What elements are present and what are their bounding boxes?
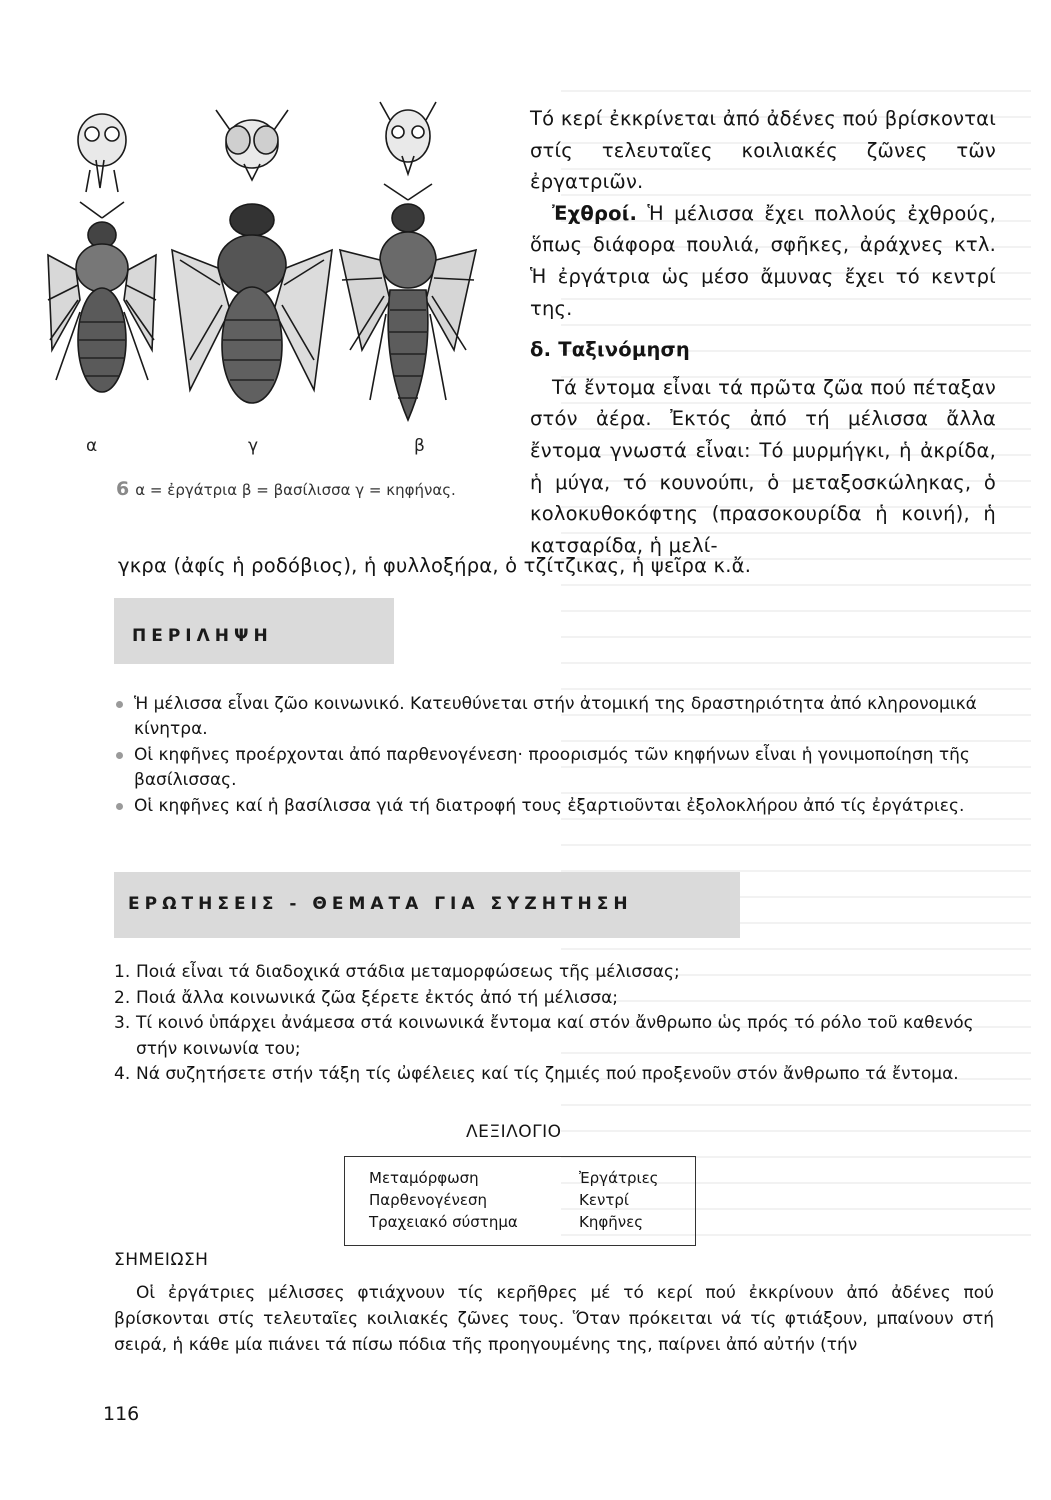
drone-head-drawing [216, 110, 288, 180]
glossary-box [344, 1156, 696, 1246]
enemies-lead: Ἐχθροί. [552, 201, 638, 225]
summary-item-text: Ἡ μέλισσα εἶναι ζῶο κοινωνικό. Κατευθύνεται στήν ἀτομική της δραστηριότητα ἀπό κληρονομικά κίνητρα. [134, 694, 977, 739]
question-number: 1. [114, 962, 131, 982]
label-queen: β [414, 436, 425, 456]
queen-head-drawing [380, 102, 436, 174]
questions-title: ΕΡΩΤΗΣΕΙΣ - ΘΕΜΑΤΑ ΓΙΑ ΣΥΖΗΤΗΣΗ [128, 894, 633, 914]
question-number: 4. [114, 1064, 131, 1084]
caption-text: α = ἐργάτρια β = βασίλισσα γ = κηφήνας. [135, 481, 456, 499]
bee-illustrations [40, 100, 510, 520]
bee-figure [40, 100, 510, 520]
glossary-term: Παρθενογένεση [369, 1191, 488, 1209]
page-number: 116 [103, 1403, 140, 1425]
question-number: 3. [114, 1013, 131, 1033]
glossary-term: Κηφῆνες [579, 1213, 644, 1231]
question-item [114, 986, 994, 1012]
bullet-icon [116, 752, 123, 759]
glossary-term: Ἐργάτριες [579, 1169, 659, 1187]
enemies-paragraph [530, 198, 996, 324]
right-column-text [530, 103, 996, 561]
note-body [114, 1280, 994, 1358]
enemies-text: Ἡ μέλισσα ἔχει πολλούς ἐχθρούς, ὅπως διάφορα πουλιά, σφῆκες, ἀράχνες κτλ. Ἡ ἐργάτρια ὡς μέσο ἄμυνας ἔχει τό κεντρί της. [530, 201, 996, 320]
figure-caption [116, 478, 456, 500]
question-number: 2. [114, 987, 131, 1008]
bullet-icon [116, 803, 123, 810]
question-text: Ποιά ἄλλα κοινωνικά ζῶα ξέρετε ἐκτός ἀπό τή μέλισσα; [136, 987, 619, 1008]
glossary-right-column [579, 1167, 659, 1233]
question-item [114, 1062, 994, 1088]
summary-item-text: Οἱ κηφῆνες προέρχονται ἀπό παρθενογένεση· προορισμός τῶν κηφήνων εἶναι ἡ γονιμοποίηση τῆς βασίλισσας. [134, 745, 970, 790]
label-drone: γ [248, 436, 259, 456]
insects-paragraph: Τά ἔντομα εἶναι τά πρῶτα ζῶα πού πέταξαν στόν ἀέρα. Ἐκτός ἀπό τή μέλισσα ἄλλα ἔντομα γνωστά εἶναι: Τό μυρμήγκι, ἡ ἀκρίδα, ἡ μύγα, τό κουνούπι, ὁ μεταξοσκώληκας, ὁ κολοκυθοκόφτης (πρασοκουρίδα ἡ κοινή), ἡ κατσαρίδα, ἡ μελί- [530, 375, 996, 557]
glossary-term: Μεταμόρφωση [369, 1169, 479, 1187]
classification-heading: δ. Ταξινόμηση [530, 338, 690, 362]
summary-item [114, 743, 994, 793]
question-item [114, 1011, 994, 1062]
question-text: Ποιά εἶναι τά διαδοχικά στάδια μεταμορφώσεως τῆς μέλισσας; [136, 962, 680, 982]
question-text: Νά συζητήσετε στήν τάξη τίς ὠφέλειες καί τίς ζημιές πού προξενοῦν στόν ἄνθρωπο τά ἔντομα. [136, 1064, 959, 1084]
note-text: Οἱ ἐργάτριες μέλισσες φτιάχνουν τίς κερῆθρες μέ τό κερί πού ἐκκρίνουν ἀπό ἀδένες πού βρίσκονται στίς τελευταῖες κοιλιακές ζῶνες τους. Ὅταν πρόκειται νά τίς φτιάξουν, μπαίνουν στή σειρά, ἡ κάθε μία πιάνει τά πίσω πόδια τῆς προηγουμένης της, παίρνει ἀπό αὐτήν (τήν [114, 1283, 994, 1355]
glossary-term: Κεντρί [579, 1191, 629, 1209]
question-text: Τί κοινό ὑπάρχει ἀνάμεσα στά κοινωνικά ἔντομα καί στόν ἄνθρωπο ὡς πρός τό ρόλο τοῦ καθενός στήν κοινωνία του; [136, 1013, 974, 1059]
summary-list [114, 692, 994, 820]
question-item [114, 960, 994, 986]
questions-list [114, 960, 994, 1088]
glossary-term: Τραχειακό σύστημα [369, 1213, 518, 1231]
bullet-icon [116, 701, 123, 708]
wax-paragraph: Τό κερί ἐκκρίνεται ἀπό ἀδένες πού βρίσκονται στίς τελευταῖες κοιλιακές ζῶνες τῶν ἐργατριῶν. [530, 107, 996, 194]
summary-title: ΠΕΡΙΛΗΨΗ [132, 626, 273, 646]
glossary-title: ΛΕΞΙΛΟΓΙΟ [466, 1122, 562, 1142]
label-worker: α [86, 436, 98, 456]
summary-item-text: Οἱ κηφῆνες καί ἡ βασίλισσα γιά τή διατροφή τους ἐξαρτιοῦνται ἐξολοκλήρου ἀπό τίς ἐργάτριες. [134, 796, 965, 816]
worker-head-drawing [78, 114, 126, 192]
summary-item [114, 692, 994, 742]
glossary-left-column [369, 1167, 518, 1233]
note-title: ΣΗΜΕΙΩΣΗ [114, 1250, 209, 1270]
insects-paragraph-continuation: γκρα (ἀφίς ἡ ροδόβιος), ἡ φυλλοξήρα, ὁ τζίτζικας, ἡ ψεῖρα κ.ἄ. [118, 554, 752, 577]
summary-item [114, 794, 994, 819]
queen-bee-drawing [340, 184, 476, 420]
drone-bee-drawing [172, 204, 332, 403]
caption-number: 6 [116, 478, 130, 500]
worker-bee-drawing [48, 202, 156, 392]
